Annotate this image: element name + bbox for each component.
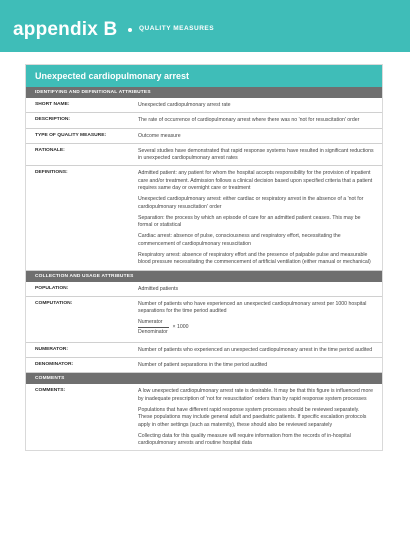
definition-paragraph: Admitted patient: any patient for whom the hospital accepts responsibility for the provision of inpatient care and/or treatment. Admission follows a clinical decision based upon specified criteria that a patient requires same day or overnight care or treatment [138,170,373,191]
field-value: Several studies have demonstrated that rapid response systems have resulted in significant reductions in unexpected cardiopulmonary arrest rates [138,147,374,162]
field-value [132,297,382,342]
row-population [26,282,382,297]
measure-title: Unexpected cardiopulmonary arrest [26,65,382,87]
field-value [132,384,382,450]
field-label: DENOMINATOR: [35,362,74,368]
definition-paragraph: Unexpected cardiopulmonary arrest: either cardiac or respiratory arrest in the absence of a 'not for cardiopulmonary resuscitation' order [138,196,364,210]
row-computation [26,297,382,343]
field-label: NUMERATOR: [35,346,68,352]
bullet-icon [128,28,132,32]
row-type [26,129,382,144]
section-header-collection: COLLECTION AND USAGE ATTRIBUTES [26,271,382,282]
definition-paragraph: Separation: the process by which an episode of care for an admitted patient ceases. This may be formal or statistical [138,214,361,229]
computation-formula [138,319,374,336]
row-short-name [26,98,382,113]
header-banner [0,0,410,52]
row-rationale [26,144,382,167]
field-value: Outcome measure [138,132,181,139]
field-label: DEFINITIONS: [35,170,68,176]
field-label: DESCRIPTION: [35,117,71,123]
field-label: COMMENTS: [35,388,66,394]
row-description [26,113,382,128]
field-value: Admitted patients [138,285,179,292]
section-header-comments: COMMENTS [26,373,382,384]
field-value: The rate of occurrence of cardiopulmonary arrest where there was no 'not for resuscitation' order [138,117,360,124]
section-header-identifying: IDENTIFYING AND DEFINITIONAL ATTRIBUTES [26,87,382,98]
field-value [132,166,382,269]
field-value: Number of patients who experienced an unexpected cardiopulmonary arrest in the time period audited [138,346,373,353]
definition-paragraph: Respiratory arrest: absence of respiratory effort and the presence of palpable pulse and measurable blood pressure necessitating the commencement of artificial ventilation (either manual or mechanical) [138,251,371,266]
appendix-title: appendix B [13,19,118,40]
row-numerator [26,343,382,358]
row-denominator [26,358,382,373]
comment-paragraph: Populations that have different rapid response system processes should be reviewed separately. These populations may include general adult and paediatric patients. If specific escalation protocols apply in other settings (such as maternity), these should also be reviewed separately [138,407,367,428]
row-definitions [26,166,382,270]
field-label: TYPE OF QUALITY MEASURE: [35,132,107,138]
comment-paragraph: A low unexpected cardiopulmonary arrest rate is desirable. It may be that this figure is influenced more by inadequate prescription of 'not for resuscitation' orders than by rapid response system processes [138,388,373,402]
field-value: Unexpected cardiopulmonary arrest rate [138,102,231,108]
formula-multiplier: × 1000 [172,323,189,330]
definition-paragraph: Cardiac arrest: absence of pulse, consciousness and respiratory effort, necessitating the commencement of cardiopulmonary resuscitation [138,233,341,247]
field-label: COMPUTATION: [35,300,73,306]
field-value: Number of patient separations in the time period audited [138,362,268,369]
section-subtitle: QUALITY MEASURES [139,25,215,32]
formula-denominator: Denominator [138,328,168,335]
formula-numerator: Numerator [138,319,169,327]
field-label: SHORT NAME: [35,102,70,107]
field-label: RATIONALE: [35,147,65,153]
row-comments [26,384,382,450]
fraction [138,319,169,336]
computation-text: Number of patients who have experienced an unexpected cardiopulmonary arrest per 1000 hospital separations for the time period audited [138,300,367,315]
field-label: POPULATION: [35,285,69,291]
comment-paragraph: Collecting data for this quality measure will require information from the records of in-hospital cardiopulmonary arrests and routine hospital data [138,432,351,447]
quality-measure-table [25,64,383,451]
